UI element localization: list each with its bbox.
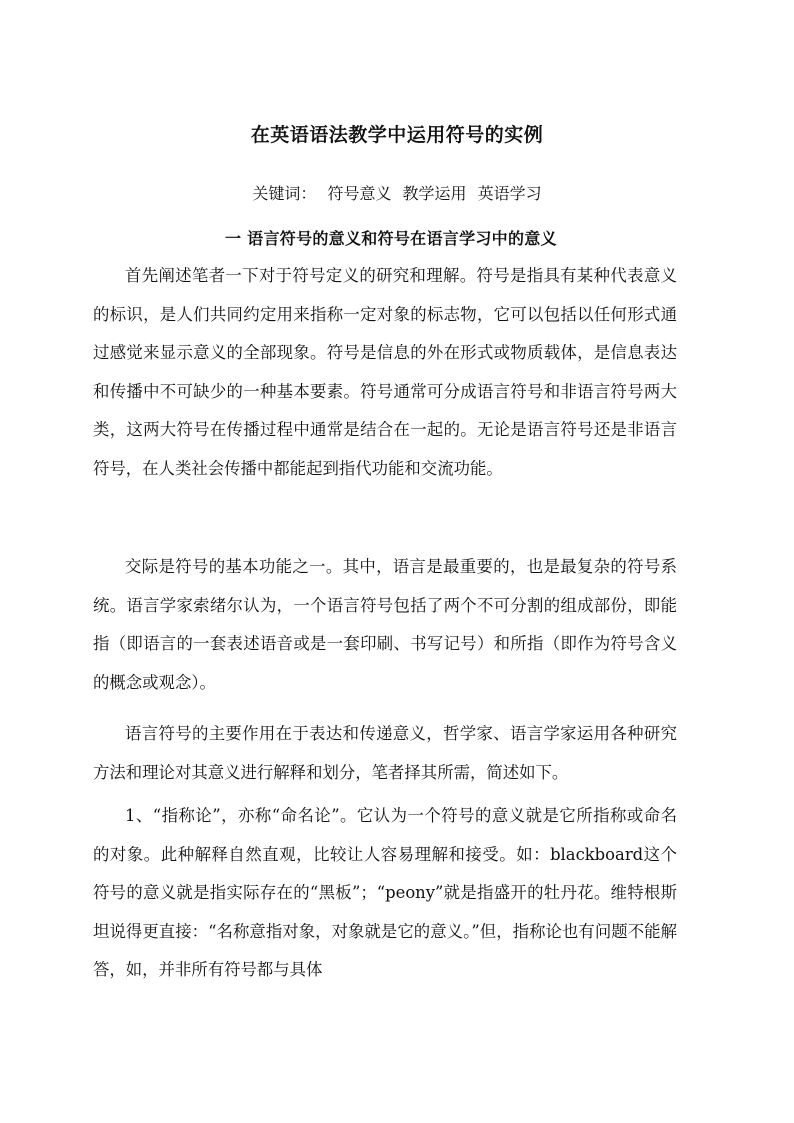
body-paragraph: 语言符号的主要作用在于表达和传递意义，哲学家、语言学家运用各种研究方法和理论对其意义进行解释和划分，笔者择其所需，简述如下。 (93, 724, 677, 782)
keywords-label: 关键词： (252, 184, 317, 203)
section-heading: 一 语言符号的意义和符号在语言学习中的意义 (225, 229, 557, 248)
body-paragraph: 1、“指称论”，亦称“命名论”。它认为一个符号的意义就是它所指称或命名的对象。此种解释自然直观，比较让人容易理解和接受。如：blackboard这个符号的意义就是指实际存在的“黑板”；“peony”就是指盛开的牡丹花。维特根斯坦说得更直接：“名称意指对象，对象就是它的意义。”但，指称论也有问题不能解答，如，并非所有符号都与具体 (93, 806, 677, 979)
keyword-item: 符号意义 (327, 184, 392, 203)
keywords-line (0, 181, 794, 204)
body-paragraph: 交际是符号的基本功能之一。其中，语言是最重要的，也是最复杂的符号系统。语言学家索绪尔认为，一个语言符号包括了两个不可分割的组成部份，即能指（即语言的一套表述语音或是一套印刷、书写记号）和所指（即作为符号含义的概念或观念）。 (93, 557, 677, 692)
keyword-item: 英语学习 (477, 184, 542, 203)
document-title: 在英语语法教学中运用符号的实例 (250, 124, 544, 146)
body-paragraph: 首先阐述笔者一下对于符号定义的研究和理解。符号是指具有某种代表意义的标识，是人们共同约定用来指称一定对象的标志物，它可以包括以任何形式通过感觉来显示意义的全部现象。符号是信息的外在形式或物质载体，是信息表达和传播中不可缺少的一种基本要素。符号通常可分成语言符号和非语言符号两大类，这两大符号在传播过程中通常是结合在一起的。无论是语言符号还是非语言符号，在人类社会传播中都能起到指代功能和交流功能。 (93, 266, 677, 478)
keyword-item: 教学运用 (402, 184, 467, 203)
